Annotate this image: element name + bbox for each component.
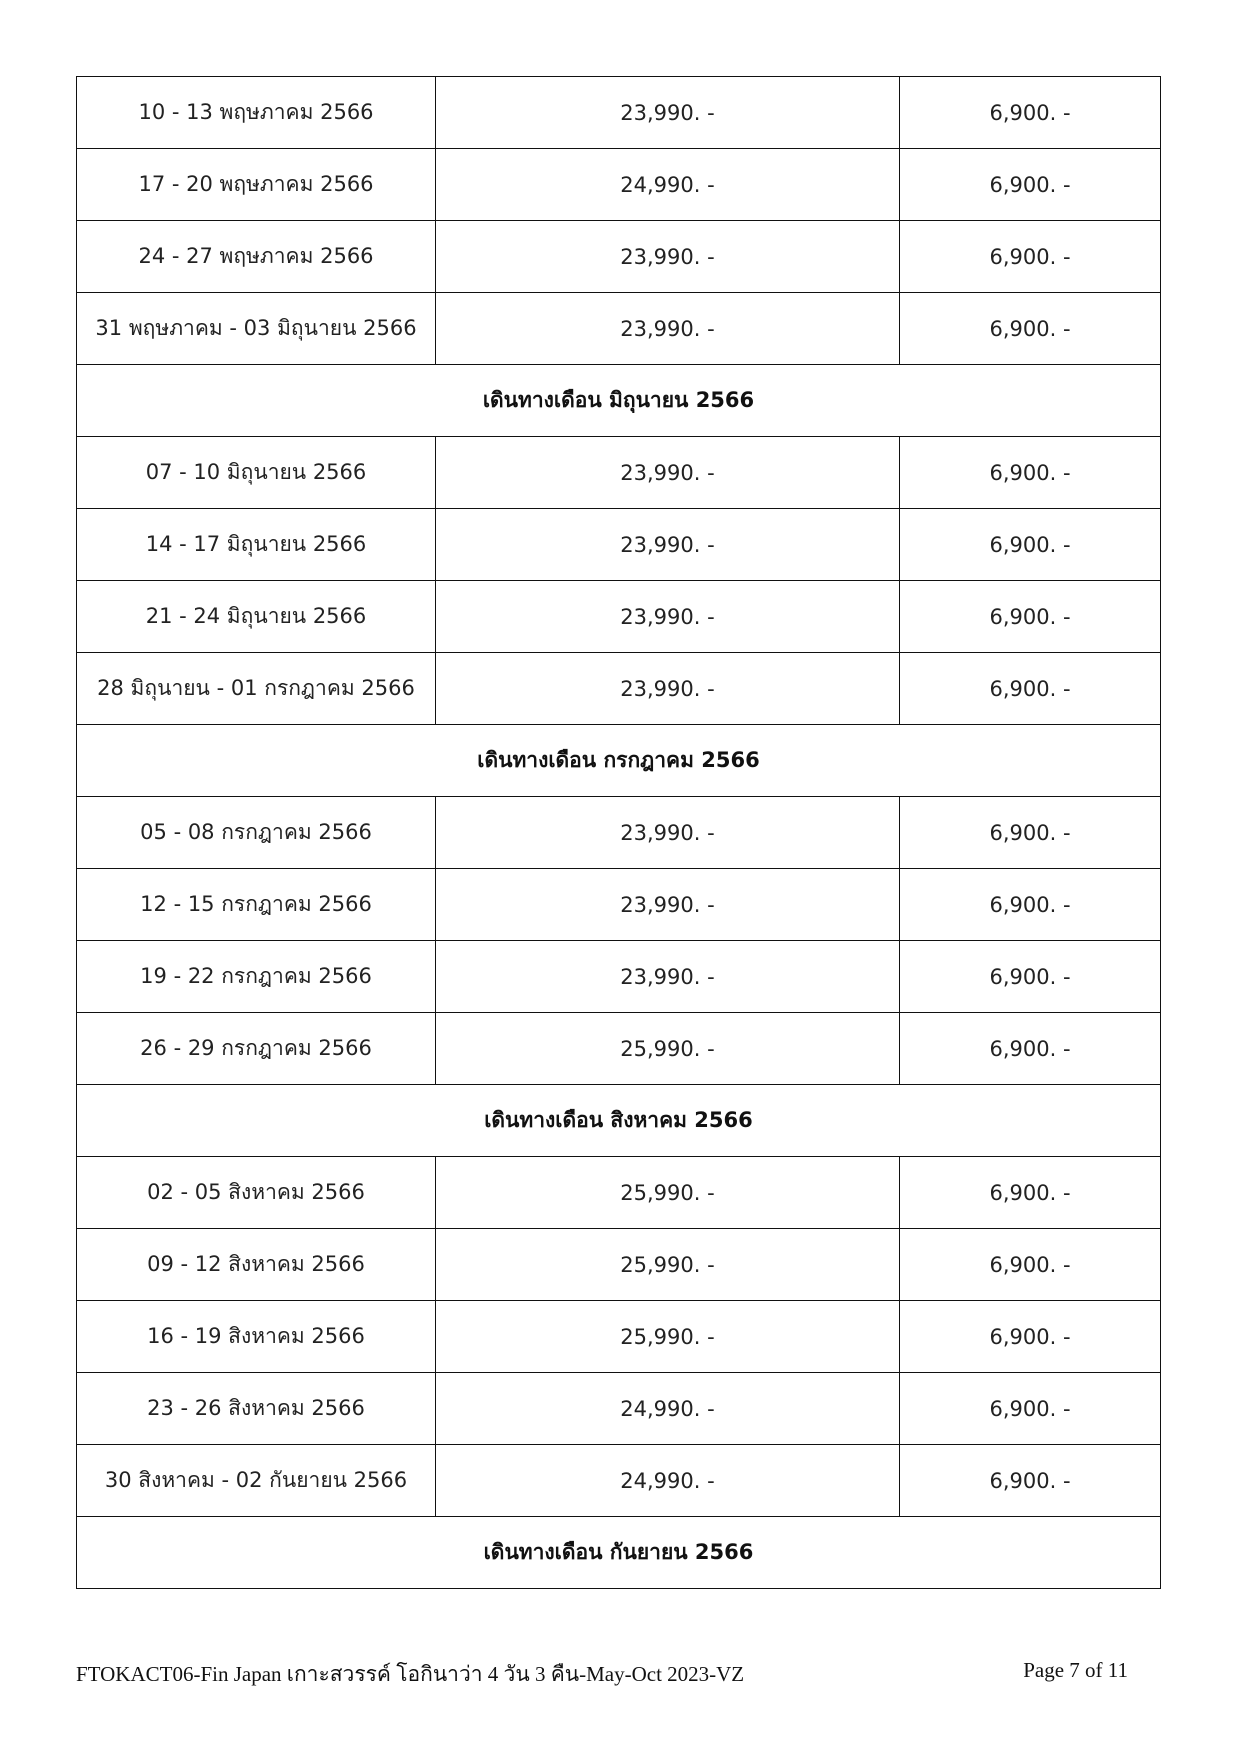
table-row	[77, 77, 1161, 149]
table-row	[77, 1301, 1161, 1373]
price-cell: 24,990. -	[436, 149, 900, 221]
price-cell: 25,990. -	[436, 1157, 900, 1229]
travel-date-cell: 07 - 10 มิถุนายน 2566	[77, 437, 436, 509]
travel-date-cell: 31 พฤษภาคม - 03 มิถุนายน 2566	[77, 293, 436, 365]
table-row	[77, 149, 1161, 221]
price-cell: 23,990. -	[436, 869, 900, 941]
price-cell: 23,990. -	[436, 77, 900, 149]
single-supplement-cell: 6,900. -	[900, 149, 1161, 221]
table-row	[77, 437, 1161, 509]
price-table-body	[77, 77, 1161, 1589]
price-cell: 23,990. -	[436, 941, 900, 1013]
single-supplement-cell: 6,900. -	[900, 1373, 1161, 1445]
table-row	[77, 1445, 1161, 1517]
table-row	[77, 509, 1161, 581]
footer-document-code: FTOKACT06-Fin Japan เกาะสวรรค์ โอกินาว่า 4 วัน 3 คืน-May-Oct 2023-VZ	[76, 1662, 745, 1686]
single-supplement-cell: 6,900. -	[900, 941, 1161, 1013]
single-supplement-cell: 6,900. -	[900, 1157, 1161, 1229]
price-cell: 25,990. -	[436, 1301, 900, 1373]
travel-date-cell: 21 - 24 มิถุนายน 2566	[77, 581, 436, 653]
month-header-row	[77, 365, 1161, 437]
price-cell: 23,990. -	[436, 437, 900, 509]
table-row	[77, 221, 1161, 293]
month-header-row	[77, 725, 1161, 797]
single-supplement-cell: 6,900. -	[900, 1301, 1161, 1373]
travel-date-cell: 28 มิถุนายน - 01 กรกฎาคม 2566	[77, 653, 436, 725]
single-supplement-cell: 6,900. -	[900, 653, 1161, 725]
price-cell: 25,990. -	[436, 1013, 900, 1085]
travel-date-cell: 17 - 20 พฤษภาคม 2566	[77, 149, 436, 221]
travel-date-cell: 02 - 05 สิงหาคม 2566	[77, 1157, 436, 1229]
single-supplement-cell: 6,900. -	[900, 1445, 1161, 1517]
table-row	[77, 869, 1161, 941]
travel-date-cell: 30 สิงหาคม - 02 กันยายน 2566	[77, 1445, 436, 1517]
single-supplement-cell: 6,900. -	[900, 869, 1161, 941]
travel-date-cell: 16 - 19 สิงหาคม 2566	[77, 1301, 436, 1373]
table-row	[77, 1373, 1161, 1445]
table-row	[77, 1229, 1161, 1301]
price-cell: 23,990. -	[436, 653, 900, 725]
price-cell: 24,990. -	[436, 1373, 900, 1445]
travel-date-cell: 14 - 17 มิถุนายน 2566	[77, 509, 436, 581]
single-supplement-cell: 6,900. -	[900, 797, 1161, 869]
month-header-row	[77, 1085, 1161, 1157]
travel-date-cell: 19 - 22 กรกฎาคม 2566	[77, 941, 436, 1013]
footer-page-number: Page 7 of 11	[1023, 1658, 1128, 1682]
price-cell: 25,990. -	[436, 1229, 900, 1301]
single-supplement-cell: 6,900. -	[900, 293, 1161, 365]
month-header-label: เดินทางเดือน มิถุนายน 2566	[77, 365, 1161, 437]
month-header-label: เดินทางเดือน กันยายน 2566	[77, 1517, 1161, 1589]
table-row	[77, 293, 1161, 365]
single-supplement-cell: 6,900. -	[900, 77, 1161, 149]
travel-date-cell: 09 - 12 สิงหาคม 2566	[77, 1229, 436, 1301]
price-cell: 23,990. -	[436, 293, 900, 365]
single-supplement-cell: 6,900. -	[900, 581, 1161, 653]
table-row	[77, 941, 1161, 1013]
price-table	[76, 76, 1161, 1589]
table-row	[77, 1157, 1161, 1229]
price-cell: 23,990. -	[436, 221, 900, 293]
travel-date-cell: 26 - 29 กรกฎาคม 2566	[77, 1013, 436, 1085]
travel-date-cell: 12 - 15 กรกฎาคม 2566	[77, 869, 436, 941]
single-supplement-cell: 6,900. -	[900, 509, 1161, 581]
single-supplement-cell: 6,900. -	[900, 1013, 1161, 1085]
table-row	[77, 797, 1161, 869]
table-row	[77, 653, 1161, 725]
table-row	[77, 581, 1161, 653]
month-header-row	[77, 1517, 1161, 1589]
single-supplement-cell: 6,900. -	[900, 1229, 1161, 1301]
price-cell: 23,990. -	[436, 581, 900, 653]
month-header-label: เดินทางเดือน สิงหาคม 2566	[77, 1085, 1161, 1157]
travel-date-cell: 05 - 08 กรกฎาคม 2566	[77, 797, 436, 869]
month-header-label: เดินทางเดือน กรกฎาคม 2566	[77, 725, 1161, 797]
travel-date-cell: 10 - 13 พฤษภาคม 2566	[77, 77, 436, 149]
price-cell: 24,990. -	[436, 1445, 900, 1517]
price-cell: 23,990. -	[436, 797, 900, 869]
travel-date-cell: 24 - 27 พฤษภาคม 2566	[77, 221, 436, 293]
table-row	[77, 1013, 1161, 1085]
single-supplement-cell: 6,900. -	[900, 437, 1161, 509]
travel-date-cell: 23 - 26 สิงหาคม 2566	[77, 1373, 436, 1445]
single-supplement-cell: 6,900. -	[900, 221, 1161, 293]
price-cell: 23,990. -	[436, 509, 900, 581]
